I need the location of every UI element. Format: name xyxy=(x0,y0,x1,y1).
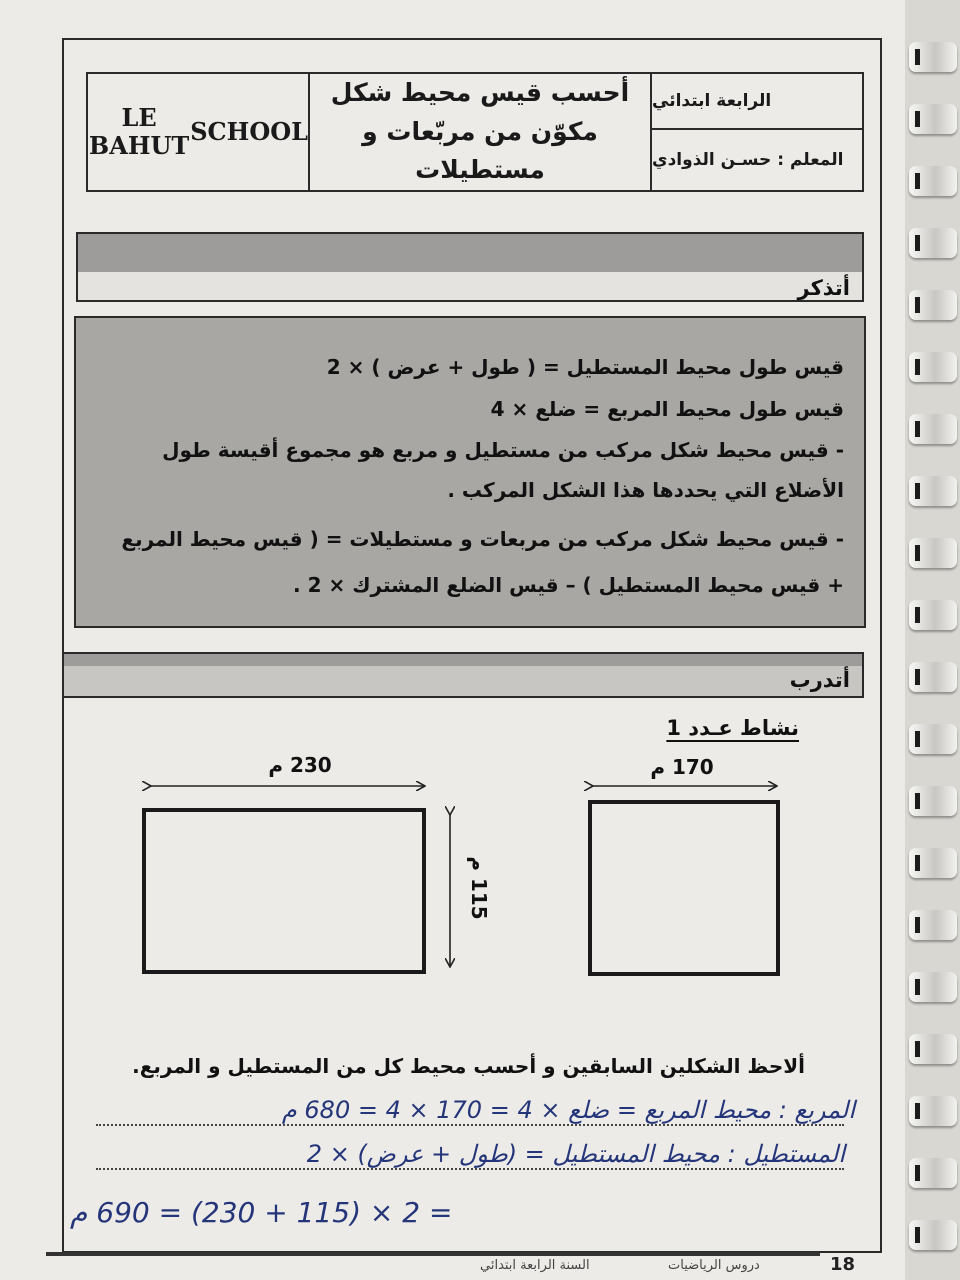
remember-bar xyxy=(76,232,864,274)
handwritten-rectangle-answer: = 2 × (115 + 230) = 690 م xyxy=(70,1196,453,1229)
rect-width-label: 230 م xyxy=(268,753,332,777)
footer-year: السنة الرابعة ابتدائي xyxy=(480,1258,590,1273)
rule-composite-shape: - قيس محيط شكل مركب من مستطيل و مربع هو مجموع أقيسة طول الأضلاع التي يحددها هذا الشكل المركب . xyxy=(162,438,844,502)
school-name: LE BAHUT SCHOOL xyxy=(88,74,310,190)
rule-rectangle-perimeter: قيس طول محيط المستطيل = ( طول + عرض ) × 2 xyxy=(326,355,844,379)
rule-composite-formula: - قيس محيط شكل مركب من مربعات و مستطيلات = ( قيس محيط المربع + قيس محيط المستطيل ) – قيس الضلع المشترك × 2 . xyxy=(121,527,844,597)
rectangle-shape xyxy=(144,810,424,972)
practice-heading: أتدرب xyxy=(62,666,864,698)
spiral-binding xyxy=(905,0,960,1280)
activity-title: نشاط عـدد 1 xyxy=(666,716,799,740)
rules-box xyxy=(74,316,866,628)
rect-height-label: 115 م xyxy=(467,856,491,920)
answer-line-2 xyxy=(96,1168,844,1170)
header-table xyxy=(86,72,864,192)
square-shape xyxy=(590,802,778,974)
handwritten-square-answer: المربع : محيط المربع = ضلع × 4 = 170 × 4 = 680 م xyxy=(281,1096,855,1124)
rule-square-perimeter: قيس طول محيط المربع = ضلع × 4 xyxy=(490,397,844,421)
shapes-figure xyxy=(0,740,905,990)
teacher-name: المعلم : حسـن الذوادي xyxy=(652,150,844,170)
handwritten-rectangle-formula: المستطيل : محيط المستطيل = (طول + عرض) × 2 xyxy=(306,1140,845,1168)
footer-rule xyxy=(46,1252,820,1256)
remember-heading: أتذكر xyxy=(76,272,864,302)
square-side-label: 170 م xyxy=(650,755,714,779)
question-text: ألاحظ الشكلين السابقين و أحسب محيط كل من المستطيل و المربع. xyxy=(132,1054,805,1078)
footer-subject: دروس الرياضيات xyxy=(668,1258,760,1273)
answer-line-1 xyxy=(96,1124,844,1126)
grade-level: الرابعة ابتدائي xyxy=(652,74,862,130)
page-number: 18 xyxy=(830,1254,856,1275)
lesson-title: أحسب قيس محيط شكل مكوّن من مربّعات و مستطيلات xyxy=(310,74,652,190)
